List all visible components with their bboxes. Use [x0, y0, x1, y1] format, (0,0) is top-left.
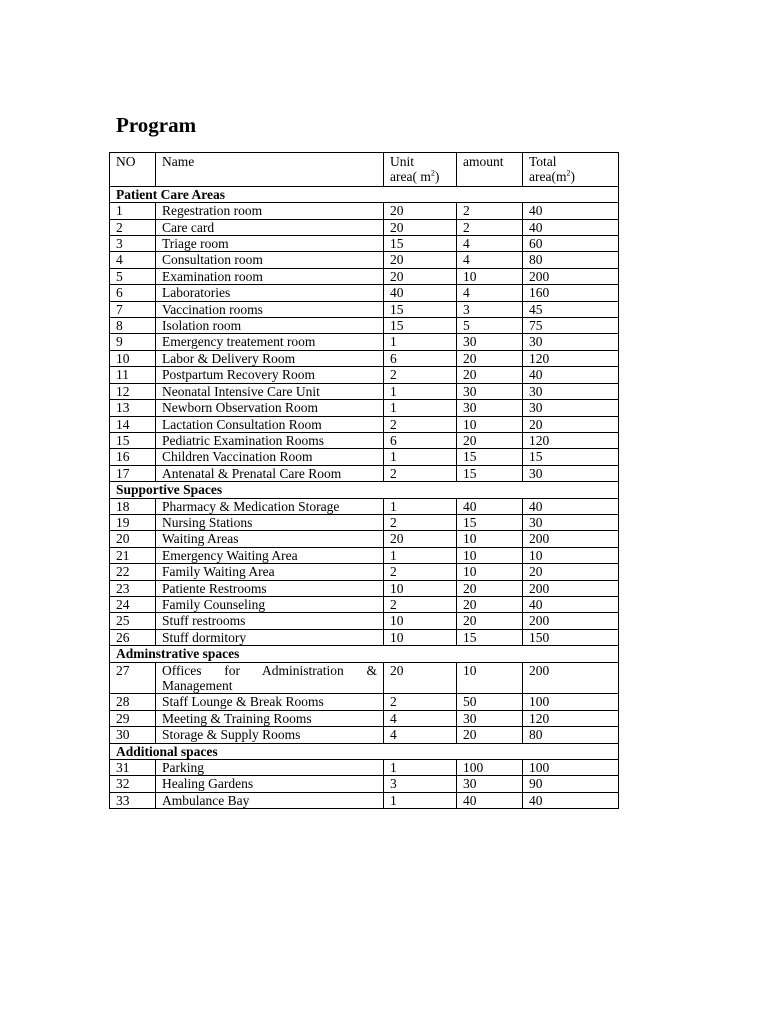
- unit-area: 15: [384, 318, 457, 334]
- table-row: [110, 285, 619, 301]
- table-row: [110, 465, 619, 481]
- amount: 20: [457, 432, 523, 448]
- total-area: 80: [523, 727, 619, 743]
- unit-area: 2: [384, 416, 457, 432]
- row-no: 14: [110, 416, 156, 432]
- section-row: [110, 482, 619, 498]
- row-no: 18: [110, 498, 156, 514]
- unit-area: 20: [384, 268, 457, 284]
- header-total-area-line2: area(m: [529, 169, 567, 185]
- header-name: Name: [156, 153, 384, 187]
- row-no: 4: [110, 252, 156, 268]
- table-row: [110, 662, 619, 694]
- unit-area: 1: [384, 383, 457, 399]
- room-name: Offices for Administration & Management: [156, 662, 384, 694]
- total-area: 20: [523, 416, 619, 432]
- table-row: [110, 236, 619, 252]
- row-no: 8: [110, 318, 156, 334]
- unit-area: 1: [384, 792, 457, 808]
- total-area: 40: [523, 203, 619, 219]
- table-row: [110, 531, 619, 547]
- header-unit-area: [384, 153, 457, 187]
- table-row: [110, 596, 619, 612]
- section-title: Patient Care Areas: [110, 186, 619, 202]
- room-name: Lactation Consultation Room: [156, 416, 384, 432]
- unit-area: 10: [384, 580, 457, 596]
- amount: 10: [457, 547, 523, 563]
- amount: 10: [457, 268, 523, 284]
- unit-area: 4: [384, 727, 457, 743]
- total-area: 200: [523, 662, 619, 694]
- table-row: [110, 449, 619, 465]
- total-area: 160: [523, 285, 619, 301]
- table-row: [110, 334, 619, 350]
- row-no: 32: [110, 776, 156, 792]
- amount: 2: [457, 219, 523, 235]
- total-area: 40: [523, 219, 619, 235]
- amount: 100: [457, 760, 523, 776]
- header-amount: amount: [457, 153, 523, 187]
- unit-area: 2: [384, 564, 457, 580]
- table-row: [110, 727, 619, 743]
- row-no: 9: [110, 334, 156, 350]
- total-area: 90: [523, 776, 619, 792]
- row-no: 12: [110, 383, 156, 399]
- amount: 20: [457, 613, 523, 629]
- table-row: [110, 760, 619, 776]
- table-row: [110, 498, 619, 514]
- total-area: 200: [523, 268, 619, 284]
- room-name: Triage room: [156, 236, 384, 252]
- row-no: 19: [110, 514, 156, 530]
- room-name: Isolation room: [156, 318, 384, 334]
- unit-area: 2: [384, 694, 457, 710]
- total-area: 30: [523, 334, 619, 350]
- unit-area: 3: [384, 776, 457, 792]
- amount: 15: [457, 629, 523, 645]
- amount: 10: [457, 416, 523, 432]
- header-total-area-sup: 2: [566, 168, 571, 178]
- amount: 30: [457, 383, 523, 399]
- unit-area: 40: [384, 285, 457, 301]
- row-no: 6: [110, 285, 156, 301]
- room-name: Patiente Restrooms: [156, 580, 384, 596]
- row-no: 20: [110, 531, 156, 547]
- row-no: 11: [110, 367, 156, 383]
- unit-area: 1: [384, 400, 457, 416]
- section-row: [110, 743, 619, 759]
- amount: 50: [457, 694, 523, 710]
- row-no: 27: [110, 662, 156, 694]
- total-area: 40: [523, 498, 619, 514]
- unit-area: 1: [384, 498, 457, 514]
- amount: 4: [457, 236, 523, 252]
- row-no: 1: [110, 203, 156, 219]
- row-no: 17: [110, 465, 156, 481]
- header-unit-area-sup: 2: [430, 168, 435, 178]
- room-name: Emergency treatement room: [156, 334, 384, 350]
- room-name: Newborn Observation Room: [156, 400, 384, 416]
- total-area: 200: [523, 580, 619, 596]
- table-row: [110, 564, 619, 580]
- room-name: Healing Gardens: [156, 776, 384, 792]
- total-area: 45: [523, 301, 619, 317]
- room-name: Parking: [156, 760, 384, 776]
- amount: 20: [457, 727, 523, 743]
- table-row: [110, 350, 619, 366]
- section-title: Supportive Spaces: [110, 482, 619, 498]
- header-row: [110, 153, 619, 187]
- room-name: Storage & Supply Rooms: [156, 727, 384, 743]
- room-name: Antenatal & Prenatal Care Room: [156, 465, 384, 481]
- unit-area: 6: [384, 350, 457, 366]
- row-no: 31: [110, 760, 156, 776]
- unit-area: 1: [384, 449, 457, 465]
- table-row: [110, 792, 619, 808]
- total-area: 120: [523, 710, 619, 726]
- row-no: 3: [110, 236, 156, 252]
- table-row: [110, 694, 619, 710]
- unit-area: 1: [384, 760, 457, 776]
- table-row: [110, 318, 619, 334]
- room-name: Nursing Stations: [156, 514, 384, 530]
- table-row: [110, 629, 619, 645]
- unit-area: 15: [384, 301, 457, 317]
- amount: 20: [457, 367, 523, 383]
- row-no: 24: [110, 596, 156, 612]
- unit-area: 4: [384, 710, 457, 726]
- table-row: [110, 580, 619, 596]
- room-name: Postpartum Recovery Room: [156, 367, 384, 383]
- room-name: Regestration room: [156, 203, 384, 219]
- table-row: [110, 547, 619, 563]
- total-area: 200: [523, 613, 619, 629]
- table-row: [110, 432, 619, 448]
- amount: 15: [457, 514, 523, 530]
- table-body: [110, 186, 619, 808]
- header-unit-area-close: ): [434, 169, 440, 185]
- amount: 10: [457, 662, 523, 694]
- total-area: 30: [523, 383, 619, 399]
- header-total-area-line1: Total: [529, 154, 557, 169]
- room-name: Vaccination rooms: [156, 301, 384, 317]
- total-area: 100: [523, 760, 619, 776]
- unit-area: 15: [384, 236, 457, 252]
- header-unit-area-line1: Unit: [390, 154, 415, 169]
- header-total-area: [523, 153, 619, 187]
- unit-area: 1: [384, 547, 457, 563]
- amount: 15: [457, 449, 523, 465]
- amount: 20: [457, 350, 523, 366]
- unit-area: 10: [384, 629, 457, 645]
- total-area: 30: [523, 400, 619, 416]
- amount: 10: [457, 531, 523, 547]
- table-row: [110, 776, 619, 792]
- table-row: [110, 219, 619, 235]
- row-no: 10: [110, 350, 156, 366]
- row-no: 22: [110, 564, 156, 580]
- row-no: 21: [110, 547, 156, 563]
- table-row: [110, 203, 619, 219]
- row-no: 28: [110, 694, 156, 710]
- unit-area: 10: [384, 613, 457, 629]
- section-row: [110, 646, 619, 662]
- amount: 20: [457, 596, 523, 612]
- unit-area: 1: [384, 334, 457, 350]
- table-row: [110, 400, 619, 416]
- unit-area: 20: [384, 219, 457, 235]
- total-area: 100: [523, 694, 619, 710]
- total-area: 40: [523, 792, 619, 808]
- unit-area: 2: [384, 596, 457, 612]
- room-name: Examination room: [156, 268, 384, 284]
- total-area: 60: [523, 236, 619, 252]
- table-row: [110, 367, 619, 383]
- row-no: 23: [110, 580, 156, 596]
- amount: 5: [457, 318, 523, 334]
- total-area: 80: [523, 252, 619, 268]
- total-area: 30: [523, 514, 619, 530]
- room-name: Staff Lounge & Break Rooms: [156, 694, 384, 710]
- amount: 40: [457, 792, 523, 808]
- row-no: 13: [110, 400, 156, 416]
- unit-area: 6: [384, 432, 457, 448]
- room-name: Children Vaccination Room: [156, 449, 384, 465]
- row-no: 29: [110, 710, 156, 726]
- row-no: 33: [110, 792, 156, 808]
- table-row: [110, 710, 619, 726]
- program-table: [109, 152, 619, 809]
- amount: 10: [457, 564, 523, 580]
- amount: 30: [457, 334, 523, 350]
- header-unit-area-line2: area( m: [390, 169, 431, 185]
- total-area: 40: [523, 596, 619, 612]
- row-no: 15: [110, 432, 156, 448]
- table-row: [110, 268, 619, 284]
- total-area: 15: [523, 449, 619, 465]
- unit-area: 2: [384, 367, 457, 383]
- room-name: Stuff restrooms: [156, 613, 384, 629]
- amount: 40: [457, 498, 523, 514]
- unit-area: 20: [384, 203, 457, 219]
- page-title: Program: [116, 113, 197, 137]
- total-area: 75: [523, 318, 619, 334]
- total-area: 120: [523, 350, 619, 366]
- row-no: 7: [110, 301, 156, 317]
- total-area: 10: [523, 547, 619, 563]
- row-no: 5: [110, 268, 156, 284]
- table-row: [110, 383, 619, 399]
- section-title: Adminstrative spaces: [110, 646, 619, 662]
- unit-area: 20: [384, 662, 457, 694]
- total-area: 200: [523, 531, 619, 547]
- total-area: 40: [523, 367, 619, 383]
- room-name: Laboratories: [156, 285, 384, 301]
- total-area: 120: [523, 432, 619, 448]
- section-row: [110, 186, 619, 202]
- room-name: Meeting & Training Rooms: [156, 710, 384, 726]
- total-area: 150: [523, 629, 619, 645]
- header-total-area-close: ): [570, 169, 575, 185]
- total-area: 20: [523, 564, 619, 580]
- section-title: Additional spaces: [110, 743, 619, 759]
- room-name: Pharmacy & Medication Storage: [156, 498, 384, 514]
- amount: 30: [457, 776, 523, 792]
- unit-area: 20: [384, 252, 457, 268]
- unit-area: 2: [384, 514, 457, 530]
- total-area: 30: [523, 465, 619, 481]
- table-row: [110, 416, 619, 432]
- amount: 15: [457, 465, 523, 481]
- table-header: [110, 153, 619, 187]
- room-name: Consultation room: [156, 252, 384, 268]
- table-row: [110, 252, 619, 268]
- table-row: [110, 613, 619, 629]
- room-name: Care card: [156, 219, 384, 235]
- room-name: Waiting Areas: [156, 531, 384, 547]
- amount: 30: [457, 710, 523, 726]
- room-name: Neonatal Intensive Care Unit: [156, 383, 384, 399]
- amount: 2: [457, 203, 523, 219]
- room-name: Pediatric Examination Rooms: [156, 432, 384, 448]
- amount: 4: [457, 252, 523, 268]
- amount: 3: [457, 301, 523, 317]
- row-no: 30: [110, 727, 156, 743]
- row-no: 25: [110, 613, 156, 629]
- room-name: Family Counseling: [156, 596, 384, 612]
- room-name: Labor & Delivery Room: [156, 350, 384, 366]
- room-name: Stuff dormitory: [156, 629, 384, 645]
- row-no: 26: [110, 629, 156, 645]
- room-name: Emergency Waiting Area: [156, 547, 384, 563]
- room-name: Ambulance Bay: [156, 792, 384, 808]
- amount: 30: [457, 400, 523, 416]
- row-no: 2: [110, 219, 156, 235]
- row-no: 16: [110, 449, 156, 465]
- table-row: [110, 514, 619, 530]
- table-row: [110, 301, 619, 317]
- amount: 4: [457, 285, 523, 301]
- header-no: NO: [110, 153, 156, 187]
- amount: 20: [457, 580, 523, 596]
- unit-area: 2: [384, 465, 457, 481]
- unit-area: 20: [384, 531, 457, 547]
- room-name: Family Waiting Area: [156, 564, 384, 580]
